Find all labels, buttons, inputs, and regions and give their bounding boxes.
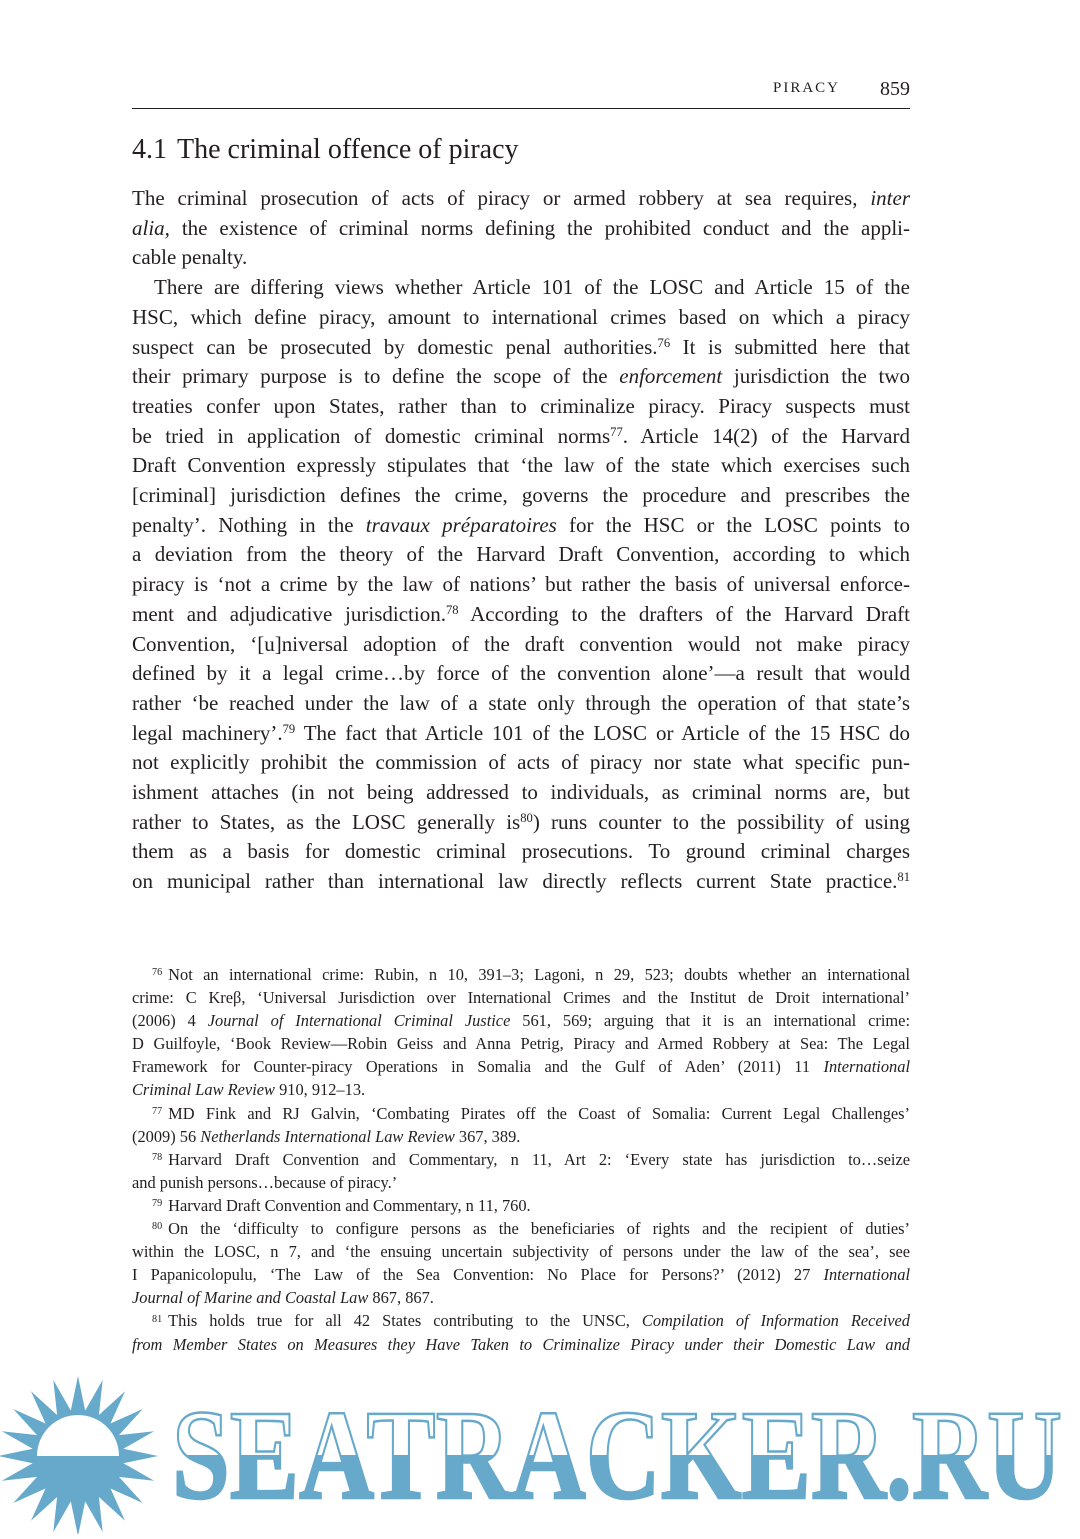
italic-text: Journal of International Criminal Justice <box>207 1011 511 1031</box>
page-number: 859 <box>880 78 910 100</box>
body-line <box>132 511 910 541</box>
footnote-reference: 77 <box>610 424 623 439</box>
text-run: jurisdiction the two <box>722 364 910 389</box>
body-line <box>132 481 910 511</box>
footnote-line <box>132 1125 910 1148</box>
text-run: be tried in application of domestic criminal norms <box>132 423 611 448</box>
footnote-number: 81 <box>152 1313 163 1325</box>
body-line <box>132 243 910 273</box>
italic-text: enforcement <box>619 364 723 389</box>
text-run: Draft Convention expressly stipulates that ‘the law of the state which exercises such <box>132 453 910 478</box>
body-line <box>132 184 910 214</box>
text-run: (2009) 56 <box>132 1126 201 1146</box>
italic-text: from Member States on Measures they Have Taken to Criminalize Piracy under their Domestic Law and <box>132 1334 910 1354</box>
body-line <box>132 837 910 867</box>
text-run: rather to States, as the LOSC generally is <box>132 809 521 834</box>
text-run: for the HSC or the LOSC points to <box>556 512 911 537</box>
footnote-line <box>132 1032 910 1055</box>
footnote-line <box>132 986 910 1009</box>
text-run: 561, 569; arguing that it is an international crime: <box>510 1011 910 1031</box>
text-run: 867, 867. <box>368 1288 434 1308</box>
body-line <box>132 333 910 363</box>
footnote-number: 76 <box>152 967 163 979</box>
italic-text: Journal of Marine and Coastal Law <box>132 1288 369 1308</box>
text-run: There are differing views whether Article 101 of the LOSC and Article 15 of the <box>154 275 910 300</box>
footnote-reference: 78 <box>445 602 459 617</box>
body-text <box>132 184 910 897</box>
footnote-line <box>132 1194 910 1217</box>
italic-text: alia <box>132 215 165 240</box>
footnote-line <box>132 1148 910 1171</box>
running-head-title: PIRACY <box>772 80 840 96</box>
text-run: Convention, ‘[u]niversal adoption of the draft convention would not make piracy <box>132 631 910 656</box>
running-head <box>132 78 910 100</box>
text-run: This holds true for all 42 States contributing to the UNSC, <box>168 1311 642 1331</box>
body-line <box>132 659 910 689</box>
footnote-line <box>132 1333 910 1356</box>
italic-text: International <box>823 1057 910 1077</box>
text-run: Framework for Counter-piracy Operations in Somalia and the Gulf of Aden’ (2011) 11 <box>132 1057 824 1077</box>
section-heading <box>132 134 519 166</box>
footnote-number: 77 <box>152 1106 163 1117</box>
italic-text: International <box>823 1265 910 1285</box>
text-run: [criminal] jurisdiction defines the crime, governs the procedure and prescribes the <box>132 483 910 508</box>
text-run: not explicitly prohibit the commission of acts of piracy nor state what specific pun- <box>132 750 910 775</box>
body-line <box>132 303 910 333</box>
text-run: treaties confer upon States, rather than to criminalize piracy. Piracy suspects must <box>132 393 910 418</box>
text-run: crime: C Kreβ, ‘Universal Jurisdiction over International Crimes and the Institut de Droit international’ <box>132 988 910 1008</box>
section-title: The criminal offence of piracy <box>177 134 519 165</box>
text-run: their primary purpose is to define the scope of the <box>132 364 620 389</box>
text-run: 367, 389. <box>454 1126 521 1146</box>
footnote-line <box>132 1240 910 1263</box>
footnote-line <box>132 1171 910 1194</box>
italic-text: inter <box>870 186 910 210</box>
text-run: ment and adjudicative jurisdiction. <box>132 601 446 626</box>
text-run: , the existence of criminal norms defining the prohibited conduct and the appli- <box>164 215 910 240</box>
text-run: . Article 14(2) of the Harvard <box>622 423 910 448</box>
text-run: penalty’. Nothing in the <box>132 512 366 537</box>
body-line <box>132 778 910 808</box>
italic-text: travaux préparatoires <box>365 512 557 537</box>
text-run: On the ‘difficulty to configure persons as the beneficiaries of rights and the recipient of duties’ <box>168 1219 910 1239</box>
text-run: on municipal rather than international law directly reflects current State practice. <box>132 869 898 894</box>
text-run: ) runs counter to the possibility of using <box>532 809 910 834</box>
body-line <box>132 214 910 244</box>
footnote-reference: 80 <box>520 810 533 825</box>
body-line <box>132 362 910 392</box>
text-run: Not an international crime: Rubin, n 10, 391–3; Lagoni, n 29, 523; doubts whether an international <box>168 965 910 984</box>
body-line <box>132 600 910 630</box>
footnote-line <box>132 963 910 986</box>
footnote-number: 79 <box>152 1198 163 1210</box>
text-run: defined by it a legal crime…by force of the convention alone’—a result that would <box>132 661 910 686</box>
body-line <box>132 689 910 719</box>
text-run: The criminal prosecution of acts of piracy or armed robbery at sea requires, <box>132 186 871 210</box>
body-line <box>132 570 910 600</box>
body-line <box>132 808 910 838</box>
text-run: It is submitted here that <box>670 334 911 359</box>
italic-text: Netherlands International Law Review <box>200 1126 455 1146</box>
body-line <box>132 719 910 749</box>
text-run: MD Fink and RJ Galvin, ‘Combating Pirates off the Coast of Somalia: Current Legal Challenges’ <box>168 1103 910 1123</box>
text-run: ishment attaches (in not being addressed to individuals, as criminal norms are, but <box>132 780 910 805</box>
footnote-reference: 79 <box>282 721 296 736</box>
footnote-line <box>132 1263 910 1286</box>
text-run: D Guilfoyle, ‘Book Review—Robin Geiss and Anna Petrig, Piracy and Armed Robbery at Sea: The Legal <box>132 1034 910 1054</box>
text-run: rather ‘be reached under the law of a state only through the operation of that state’s <box>132 690 910 715</box>
body-line <box>132 630 910 660</box>
body-line <box>132 540 910 570</box>
text-run: (2006) 4 <box>132 1011 208 1031</box>
footnote-number: 78 <box>152 1152 163 1164</box>
italic-text: Criminal Law Review <box>132 1080 275 1100</box>
text-run: HSC, which define piracy, amount to international crimes based on which a piracy <box>132 304 910 329</box>
body-line <box>132 273 910 303</box>
footnote-line <box>132 1009 910 1032</box>
body-line <box>132 392 910 422</box>
footnote-line <box>132 1102 910 1125</box>
text-run: 910, 912–13. <box>274 1080 366 1100</box>
footnote-line <box>132 1217 910 1240</box>
text-run: I Papanicolopulu, ‘The Law of the Sea Convention: No Place for Persons?’ (2012) 27 <box>132 1265 824 1285</box>
text-run: Harvard Draft Convention and Commentary, n 11, Art 2: ‘Every state has jurisdiction to…seize <box>168 1149 910 1169</box>
footnote-line <box>132 1055 910 1078</box>
text-run: suspect can be prosecuted by domestic penal authorities. <box>132 334 658 359</box>
footnote-line <box>132 1078 910 1101</box>
body-line <box>132 867 910 897</box>
text-run: Harvard Draft Convention and Commentary, n 11, 760. <box>168 1195 531 1215</box>
text-run: them as a basis for domestic criminal prosecutions. To ground criminal charges <box>132 839 910 864</box>
text-run: within the LOSC, n 7, and ‘the ensuing uncertain subjectivity of persons under the law of the sea’, see <box>132 1242 910 1262</box>
italic-text: Compilation of Information Received <box>641 1311 911 1331</box>
section-number: 4.1 <box>132 134 167 165</box>
body-line <box>132 748 910 778</box>
footnotes <box>132 963 910 1356</box>
footnote-line <box>132 1286 910 1309</box>
text-run: and punish persons…because of piracy.’ <box>132 1172 398 1192</box>
footnote-reference: 81 <box>897 870 910 885</box>
text-run: legal machinery’. <box>132 720 283 745</box>
watermark-logo <box>0 1372 1080 1534</box>
footnote-line <box>132 1309 910 1332</box>
sun-icon <box>0 1376 158 1534</box>
footnote-number: 80 <box>152 1221 163 1233</box>
header-rule <box>132 108 910 109</box>
body-line <box>132 422 910 452</box>
footnote-reference: 76 <box>657 335 671 350</box>
watermark-text: SEATRACKER.RU <box>172 1384 1062 1526</box>
text-run: The fact that Article 101 of the LOSC or Article of the 15 HSC do <box>295 720 910 745</box>
text-run: According to the drafters of the Harvard Draft <box>458 601 911 626</box>
text-run: piracy is ‘not a crime by the law of nations’ but rather the basis of universal enforce- <box>132 572 910 597</box>
text-run: cable penalty. <box>132 245 248 270</box>
text-run: a deviation from the theory of the Harvard Draft Convention, according to which <box>132 542 910 567</box>
body-line <box>132 451 910 481</box>
